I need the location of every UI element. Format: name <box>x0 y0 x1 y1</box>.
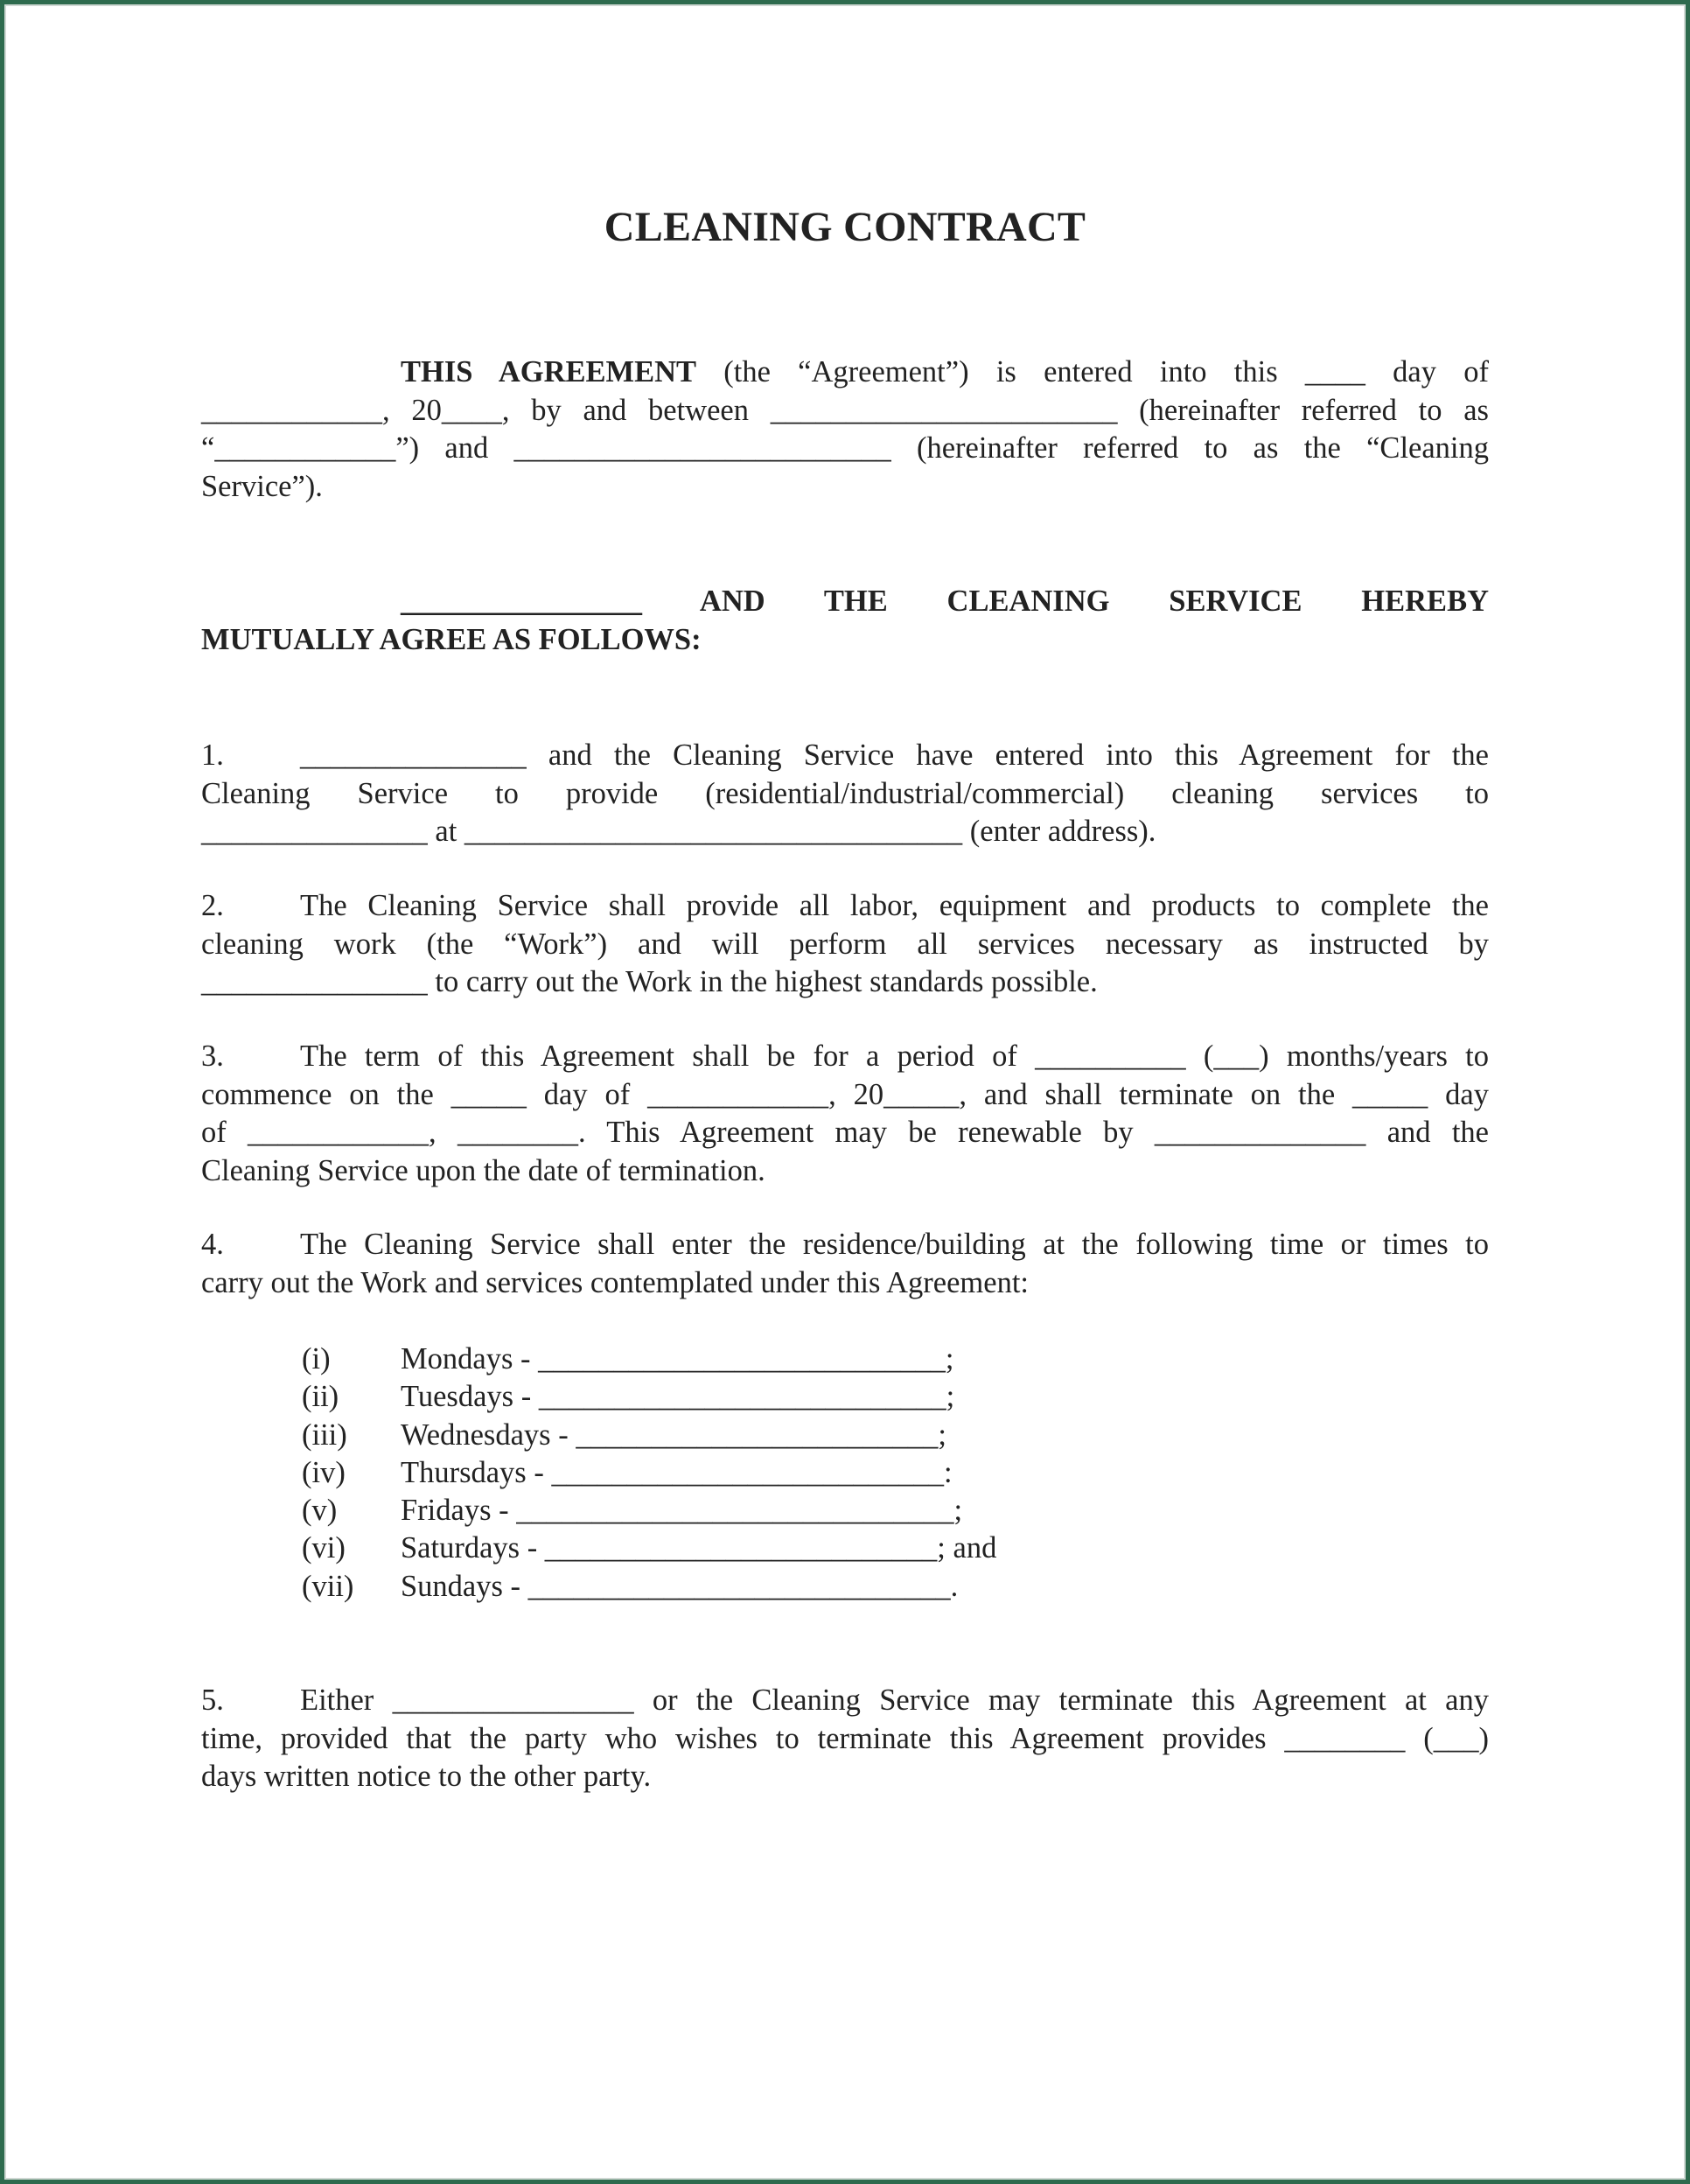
clause-text: The Cleaning Service shall enter the residence/building at the following time or times to <box>300 1228 1489 1261</box>
schedule-item-wednesday <box>302 1417 1177 1454</box>
agree-line-1 <box>201 583 1489 621</box>
agree-line-2: MUTUALLY AGREE AS FOLLOWS: <box>201 622 702 656</box>
clause-3-line-2: commence on the _____ day of ____________, 20_____, and shall terminate on the _____ day <box>201 1077 1489 1111</box>
schedule-number: (i) <box>302 1342 331 1376</box>
schedule-item-sunday <box>302 1568 1177 1606</box>
schedule-number: (iii) <box>302 1418 347 1452</box>
schedule-text: Wednesdays - ________________________; <box>401 1418 946 1452</box>
clause-number: 3. <box>201 1040 224 1073</box>
clause-5-line-3: days written notice to the other party. <box>201 1760 652 1793</box>
clause-2-line-3: _______________ to carry out the Work in the highest standards possible. <box>201 965 1098 998</box>
agree-paragraph <box>201 583 1489 659</box>
clause-3 <box>201 1038 1489 1190</box>
clause-2-line-2: cleaning work (the “Work”) and will perform all services necessary as instructed by <box>201 927 1489 961</box>
schedule-text: Sundays - ____________________________. <box>401 1569 959 1603</box>
schedule-text: Mondays - ___________________________; <box>401 1342 954 1376</box>
schedule-item-saturday <box>302 1530 1177 1567</box>
schedule-item-tuesday <box>302 1378 1177 1416</box>
clause-1 <box>201 737 1489 851</box>
clause-text: The Cleaning Service shall provide all labor, equipment and products to complete the <box>300 889 1489 922</box>
clause-text: Either ________________ or the Cleaning Service may terminate this Agreement at any <box>300 1684 1489 1717</box>
intro-paragraph <box>201 354 1489 506</box>
clause-4-line-2: carry out the Work and services contemplated under this Agreement: <box>201 1265 1029 1299</box>
schedule-item-thursday <box>302 1454 1177 1492</box>
clause-5-line-2: time, provided that the party who wishes to terminate this Agreement provides ________ (___) <box>201 1721 1489 1755</box>
schedule-number: (iv) <box>302 1455 346 1489</box>
schedule-text: Thursdays - __________________________: <box>401 1455 953 1489</box>
intro-line-2: ____________, 20____, by and between _______________________ (hereinafter referred to as <box>201 393 1489 427</box>
schedule-text: Tuesdays - ___________________________; <box>401 1380 955 1414</box>
intro-line-3: “____________”) and _________________________ (hereinafter referred to as the “Cleaning <box>201 431 1489 465</box>
clause-2-line-1 <box>201 887 1489 926</box>
schedule-number: (vi) <box>302 1531 346 1565</box>
schedule-list <box>302 1340 1177 1606</box>
schedule-item-monday <box>302 1340 1177 1378</box>
clause-number: 2. <box>201 889 224 922</box>
document-title: CLEANING CONTRACT <box>604 204 1086 250</box>
clause-number: 5. <box>201 1684 224 1717</box>
clause-number: 1. <box>201 738 224 772</box>
clause-text: _______________ and the Cleaning Service have entered into this Agreement for the <box>300 738 1489 772</box>
schedule-number: (v) <box>302 1494 338 1528</box>
intro-bold-lead: THIS AGREEMENT <box>401 355 697 388</box>
intro-line-4: Service”). <box>201 469 323 503</box>
schedule-text: Saturdays - __________________________; and <box>401 1531 997 1565</box>
schedule-text: Fridays - _____________________________; <box>401 1494 963 1528</box>
schedule-number: (ii) <box>302 1380 339 1414</box>
clause-3-line-1 <box>201 1038 1489 1076</box>
clause-1-line-3: _______________ at _________________________________ (enter address). <box>201 815 1156 848</box>
agree-line-1-text: ________________ AND THE CLEANING SERVICE HEREBY <box>401 584 1489 618</box>
clause-5 <box>201 1682 1489 1796</box>
clause-3-line-4: Cleaning Service upon the date of termination. <box>201 1153 765 1187</box>
clause-4-line-1 <box>201 1226 1489 1264</box>
intro-line-1 <box>201 354 1489 392</box>
clause-1-line-1 <box>201 737 1489 775</box>
intro-line-1-rest: (the “Agreement”) is entered into this ____ day of <box>696 355 1489 388</box>
clause-text: The term of this Agreement shall be for a period of __________ (___) months/years to <box>300 1040 1489 1073</box>
clause-5-line-1 <box>201 1682 1489 1720</box>
schedule-item-friday <box>302 1492 1177 1530</box>
clause-3-line-3: of ____________, ________. This Agreement may be renewable by ______________ and the <box>201 1116 1489 1149</box>
schedule-number: (vii) <box>302 1569 354 1603</box>
clause-1-line-2: Cleaning Service to provide (residential/industrial/commercial) cleaning services to <box>201 776 1489 810</box>
clause-4 <box>201 1226 1489 1302</box>
clause-2 <box>201 887 1489 1002</box>
clause-number: 4. <box>201 1228 224 1261</box>
